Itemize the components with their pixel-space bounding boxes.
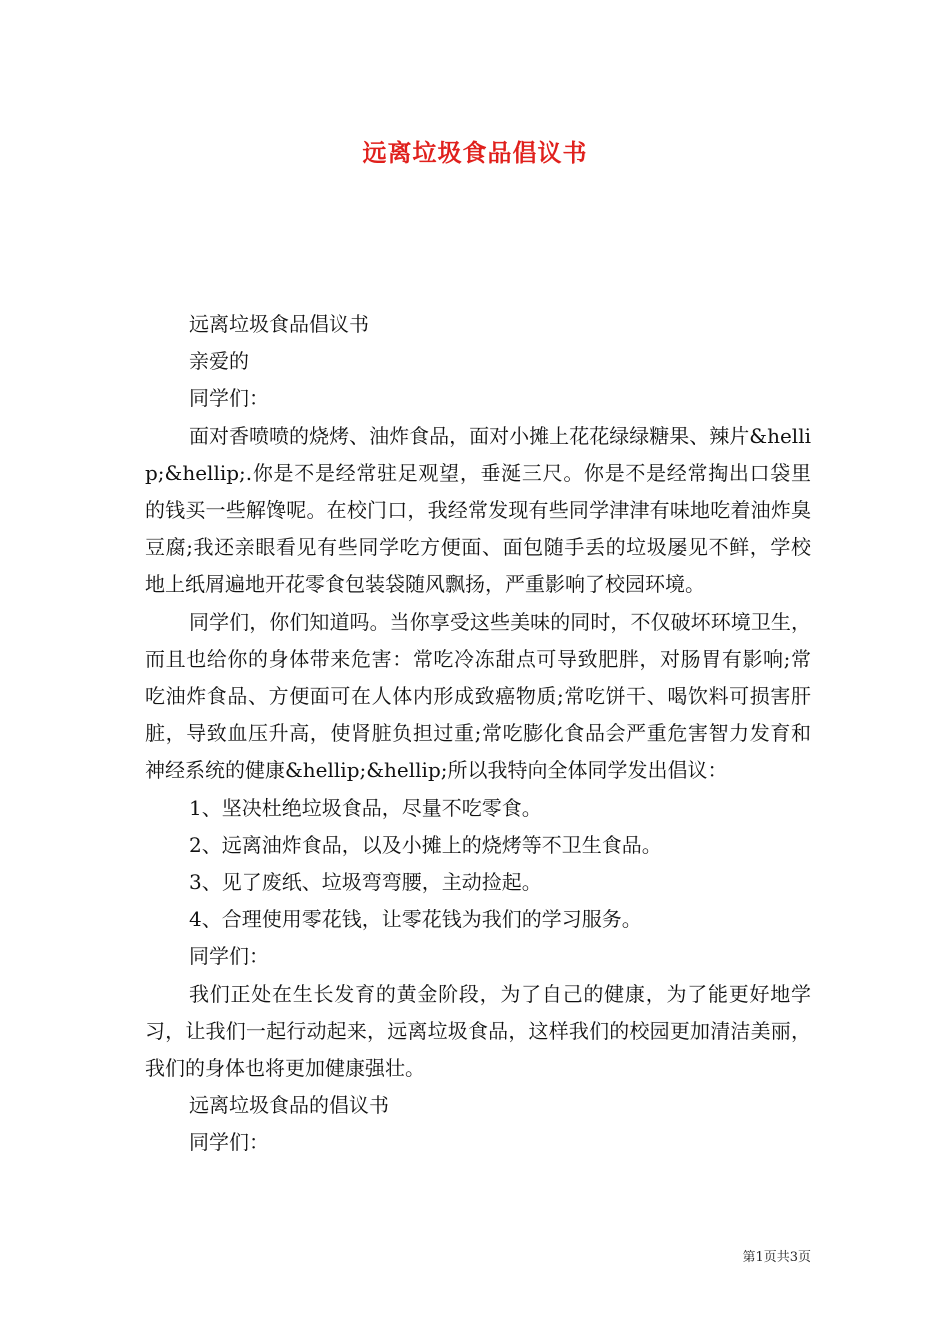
paragraph-heading: 远离垃圾食品的倡议书 <box>189 1093 389 1118</box>
paragraph-salutation: 同学们： <box>189 944 269 969</box>
list-item: 4、合理使用零花钱，让零花钱为我们的学习服务。 <box>189 907 642 932</box>
page-title: 远离垃圾食品倡议书 <box>362 138 588 167</box>
paragraph-body: 同学们，你们知道吗。当你享受这些美味的同时，不仅破坏环境卫生，而且也给你的身体带来危害：常吃冷冻甜点可导致肥胖，对肠胃有影响;常吃油炸食品、方便面可在人体内形成致癌物质;常吃饼干、喝饮料可损害肝脏，导致血压升高，使肾脏负担过重;常吃膨化食品会严重危害智力发育和神经系统的健康&hellip;&hellip;所以我特向全体同学发出倡议： <box>145 609 811 783</box>
paragraph-salutation: 同学们： <box>189 1130 269 1155</box>
paragraph-salutation: 亲爱的 <box>189 349 249 374</box>
list-item: 1、坚决杜绝垃圾食品，尽量不吃零食。 <box>189 795 542 820</box>
paragraph-body: 面对香喷喷的烧烤、油炸食品，面对小摊上花花绿绿糖果、辣片&hellip;&hellip;.你是不是经常驻足观望，垂涎三尺。你是不是经常掏出口袋里的钱买一些解馋呢。在校门口，我经常发现有些同学津津有味地吃着油炸臭豆腐;我还亲眼看见有些同学吃方便面、面包随手丢的垃圾屡见不鲜，学校地上纸屑遍地开花零食包装袋随风飘扬，严重影响了校园环境。 <box>145 423 811 597</box>
list-item: 3、见了废纸、垃圾弯弯腰，主动捡起。 <box>189 870 542 895</box>
paragraph-salutation: 同学们： <box>189 386 269 411</box>
page-number: 第1页共3页 <box>742 1250 811 1265</box>
paragraph-body: 我们正处在生长发育的黄金阶段，为了自己的健康，为了能更好地学习，让我们一起行动起来，远离垃圾食品，这样我们的校园更加清洁美丽，我们的身体也将更加健康强壮。 <box>145 981 811 1081</box>
document-body <box>145 306 811 1162</box>
paragraph-heading: 远离垃圾食品倡议书 <box>189 312 369 336</box>
list-item: 2、远离油炸食品，以及小摊上的烧烤等不卫生食品。 <box>189 832 662 857</box>
